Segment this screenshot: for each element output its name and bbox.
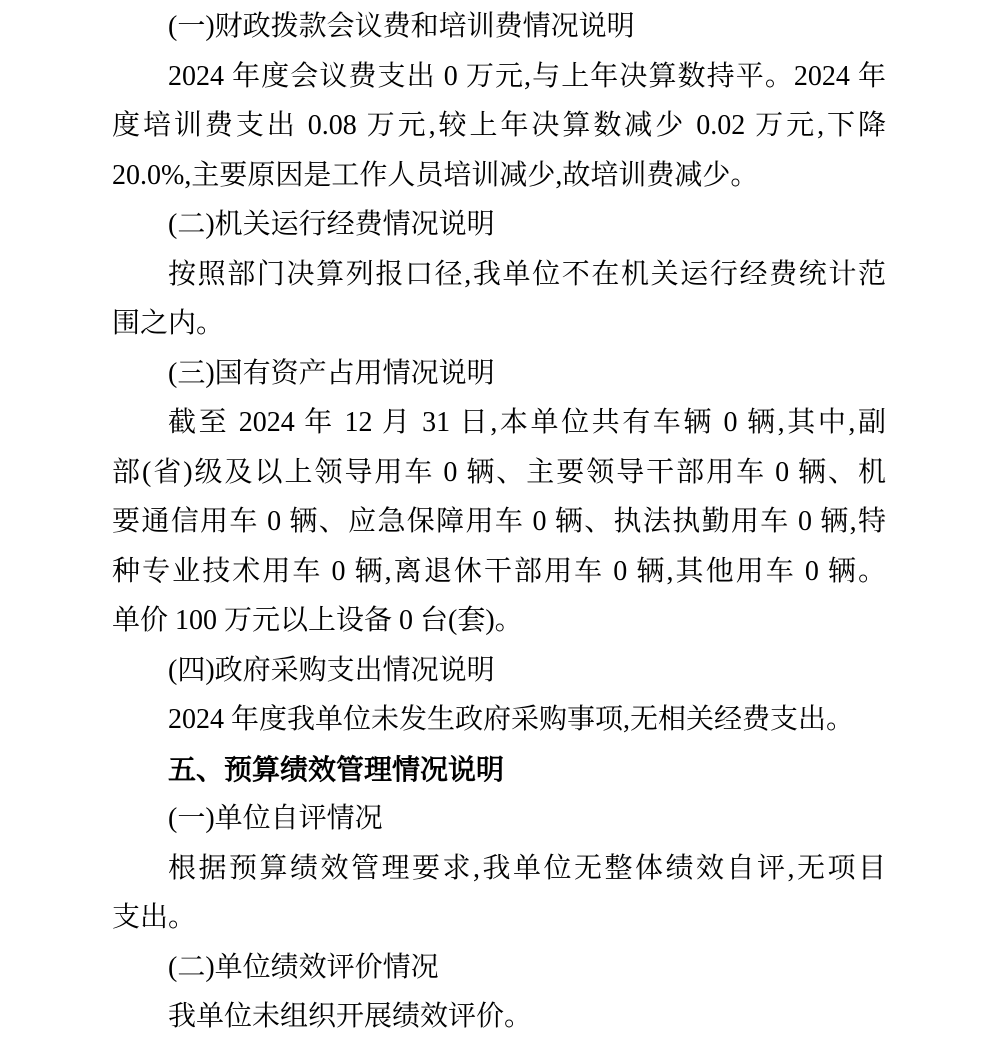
paragraph-line: 要通信用车 0 辆、应急保障用车 0 辆、执法执勤用车 0 辆,特 [112, 506, 886, 537]
section-subheading: (二)单位绩效评价情况 [168, 951, 439, 983]
paragraph-line: 我单位未组织开展绩效评价。 [168, 1001, 533, 1032]
section-subheading: (二)机关运行经费情况说明 [168, 209, 495, 240]
paragraph-line: 根据预算绩效管理要求,我单位无整体绩效自评,无项目 [168, 852, 886, 884]
paragraph-line: 度培训费支出 0.08 万元,较上年决算数减少 0.02 万元,下降 [112, 110, 886, 141]
paragraph-line: 单价 100 万元以上设备 0 台(套)。 [112, 605, 523, 636]
paragraph-line: 20.0%,主要原因是工作人员培训减少,故培训费减少。 [112, 159, 759, 191]
paragraph-line: 支出。 [112, 902, 197, 933]
paragraph-line: 2024 年度我单位未发生政府采购事项,无相关经费支出。 [168, 704, 855, 735]
paragraph-line: 按照部门决算列报口径,我单位不在机关运行经费统计范 [168, 258, 886, 290]
section-subheading: (一)单位自评情况 [168, 803, 383, 834]
section-subheading: (四)政府采购支出情况说明 [168, 654, 495, 686]
paragraph-line: 2024 年度会议费支出 0 万元,与上年决算数持平。2024 年 [168, 60, 886, 92]
paragraph-line: 部(省)级及以上领导用车 0 辆、主要领导干部用车 0 辆、机 [112, 456, 886, 488]
section-heading: 五、预算绩效管理情况说明 [168, 753, 505, 785]
paragraph-line: 围之内。 [112, 308, 225, 339]
section-subheading: (一)财政拨款会议费和培训费情况说明 [168, 11, 635, 42]
paragraph-line: 种专业技术用车 0 辆,离退休干部用车 0 辆,其他用车 0 辆。 [112, 555, 886, 587]
paragraph-line: 截至 2024 年 12 月 31 日,本单位共有车辆 0 辆,其中,副 [168, 407, 886, 438]
section-subheading: (三)国有资产占用情况说明 [168, 357, 495, 389]
